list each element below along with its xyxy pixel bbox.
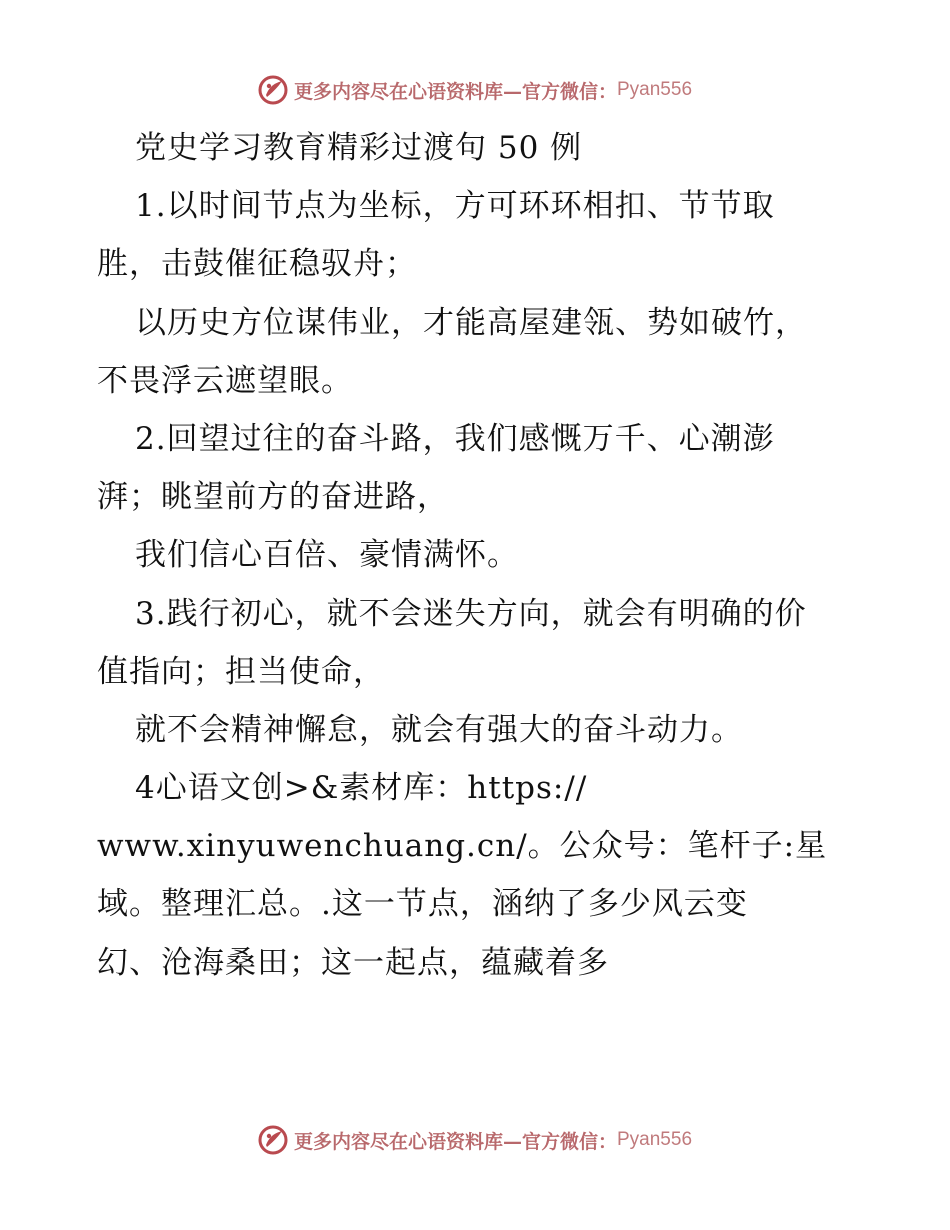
paragraph-line: 3.践行初心，就不会迷失方向，就会有明确的价 — [135, 595, 807, 632]
paragraph-line: 幻、沧海桑田；这一起点，蕴藏着多 — [97, 944, 609, 981]
paragraph-line: 我们信心百倍、豪情满怀。 — [135, 537, 519, 574]
paragraph-line: 域。整理汇总。.这一节点，涵纳了多少风云变 — [97, 886, 748, 923]
document-title: 党史学习教育精彩过渡句 50 例 — [135, 130, 583, 166]
red-seal-logo-icon — [258, 75, 288, 105]
paragraph-line: 值指向；担当使命， — [97, 653, 385, 690]
paragraph-line: 就不会精神懈怠，就会有强大的奋斗动力。 — [135, 711, 743, 748]
banner-text: 更多内容尽在心语资料库—官方微信： — [293, 1130, 617, 1153]
paragraph-line: 不畏浮云遮望眼。 — [97, 362, 353, 399]
red-seal-logo-icon — [258, 1125, 288, 1155]
header-banner — [0, 72, 950, 108]
footer-banner — [0, 1122, 950, 1158]
document-body — [97, 119, 857, 992]
banner-text: 更多内容尽在心语资料库—官方微信： — [293, 80, 617, 103]
banner-wechat-id: Pyan556 — [617, 1129, 693, 1150]
banner-wechat-id: Pyan556 — [617, 79, 693, 100]
paragraph-line: 4心语文创>&素材库：https:// — [135, 770, 588, 807]
paragraph-line: 以历史方位谋伟业，才能高屋建瓴、势如破竹， — [135, 304, 807, 341]
paragraph-line: 湃；眺望前方的奋进路， — [97, 479, 449, 516]
paragraph-line: 2.回望过往的奋斗路，我们感慨万千、心潮澎 — [135, 420, 775, 457]
paragraph-line: 1.以时间节点为坐标，方可环环相扣、节节取 — [135, 188, 775, 225]
paragraph-line: 胜，击鼓催征稳驭舟； — [97, 246, 417, 283]
paragraph-line: www.xinyuwenchuang.cn/。公众号：笔杆子:星 — [97, 828, 828, 865]
